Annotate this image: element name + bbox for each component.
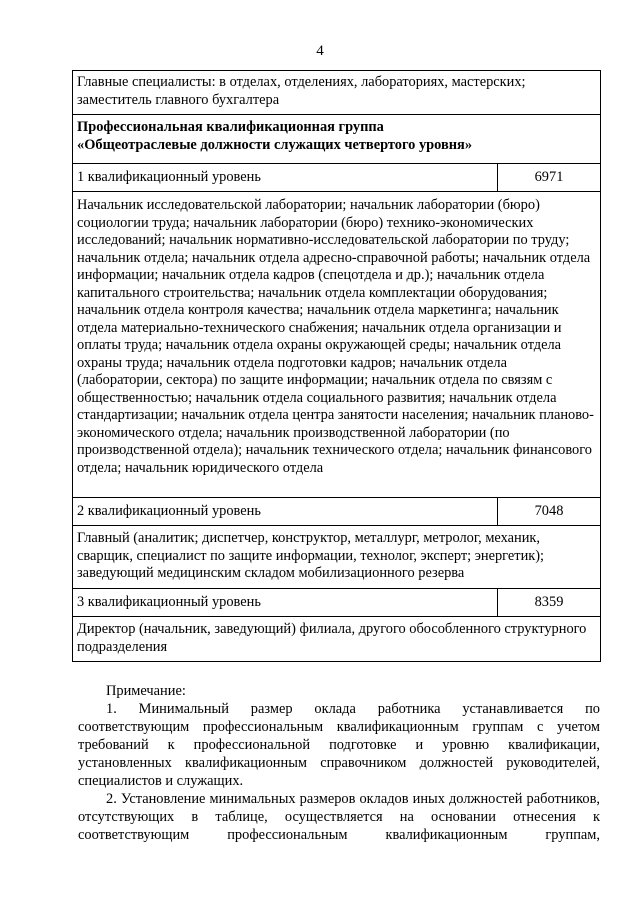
table-row bbox=[73, 617, 601, 662]
notes-heading: Примечание: bbox=[106, 683, 186, 699]
level-value-1: 6971 bbox=[498, 164, 601, 192]
table-row bbox=[73, 71, 601, 115]
note-item-2: 2. Установление минимальных размеров окладов иных должностей работников, отсутствующих в таблице, осуществляется на основании отнесения к соответствующим профессиональным квалификационным группам, bbox=[78, 791, 600, 843]
page-number: 4 bbox=[316, 43, 324, 59]
table-row bbox=[73, 192, 601, 498]
level-label-1: 1 квалификационный уровень bbox=[73, 164, 498, 192]
table-row bbox=[73, 526, 601, 589]
level-value-3: 8359 bbox=[498, 589, 601, 617]
group-title-line-2: «Общеотраслевые должности служащих четвертого уровня» bbox=[77, 136, 473, 153]
level-value-2: 7048 bbox=[498, 498, 601, 526]
level-positions-1: Начальник исследовательской лаборатории; начальник лаборатории (бюро) социологии труда; начальник лаборатории (бюро) технико-экономических исследований; начальник нормативно-исследовательской лаборатории по труду; начальник отдела; начальник отдела адресно-справочной работы; начальник отдела информации; начальник отдела кадров (спецотдела и др.); начальник отдела капитального строительства; начальник отдела комплектации оборудования; начальник отдела контроля качества; начальник отдела маркетинга; начальник отдела материально-технического снабжения; начальник отдела организации и оплаты труда; начальник отдела охраны окружающей среды; начальник отдела охраны труда; начальник отдела подготовки кадров; начальник отдела (лаборатории, сектора) по защите информации; начальник отдела по связям с общественностью; начальник отдела социального развития; начальник отдела стандартизации; начальник отдела центра занятости населения; начальник планово-экономического отдела; начальник производственной лаборатории (по производственной отдела); начальник технического отдела; начальник финансового отдела; начальник юридического отдела bbox=[73, 192, 601, 498]
table-row bbox=[73, 589, 601, 617]
level-positions-2: Главный (аналитик; диспетчер, конструктор, металлург, метролог, механик, сварщик, специалист по защите информации, технолог, эксперт; энергетик); заведующий медицинским складом мобилизационного резерва bbox=[73, 526, 601, 589]
qualification-table bbox=[72, 70, 601, 662]
head-specialists-cell: Главные специалисты: в отделах, отделениях, лабораториях, мастерских; заместитель главного бухгалтера bbox=[73, 71, 601, 115]
note-item-1: 1. Минимальный размер оклада работника устанавливается по соответствующим профессиональным квалификационным группам с учетом требований к профессиональной подготовке и уровню квалификации, установленных квалификационным справочником должностей руководителей, специалистов и служащих. bbox=[78, 701, 600, 789]
table-row bbox=[73, 164, 601, 192]
group-title-cell bbox=[73, 115, 601, 164]
table-row bbox=[73, 498, 601, 526]
notes-section bbox=[78, 682, 600, 844]
group-title-line-1: Профессиональная квалификационная группа bbox=[77, 119, 384, 135]
level-label-2: 2 квалификационный уровень bbox=[73, 498, 498, 526]
table-row bbox=[73, 115, 601, 164]
level-label-3: 3 квалификационный уровень bbox=[73, 589, 498, 617]
level-positions-3: Директор (начальник, заведующий) филиала, другого обособленного структурного подразделения bbox=[73, 617, 601, 662]
